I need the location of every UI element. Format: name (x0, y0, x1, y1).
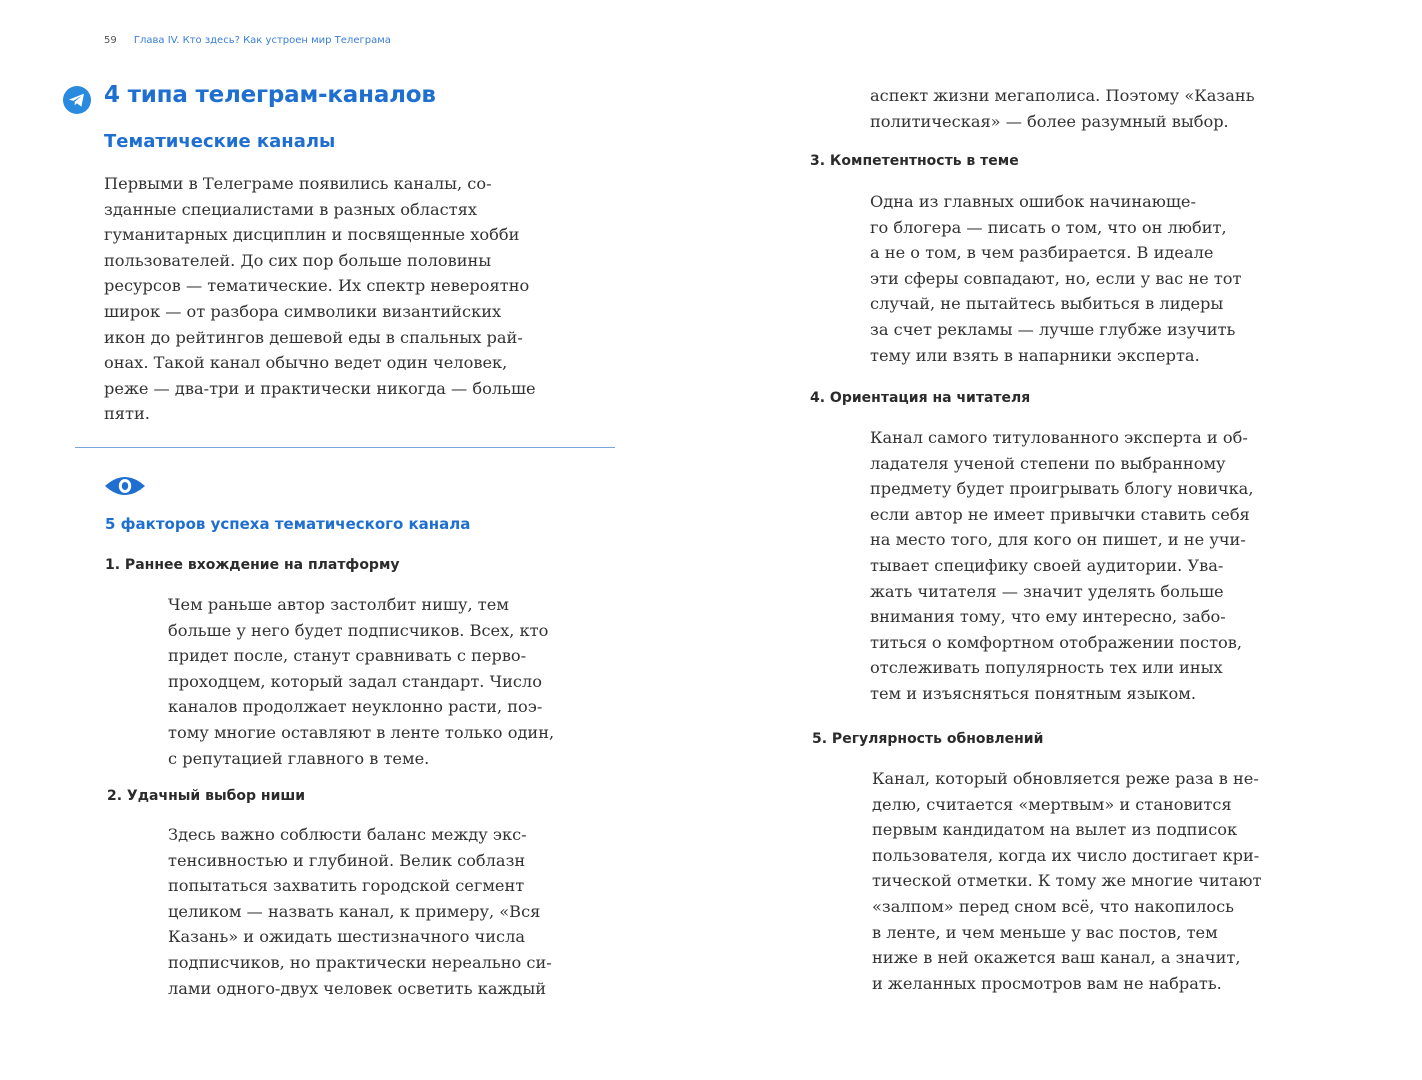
text-line: тему или взять в напарники эксперта. (870, 345, 1200, 365)
page-number: 59 (104, 35, 117, 46)
text-line: онах. Такой канал обычно ведет один человек, (104, 353, 508, 373)
text-line: попытаться захватить городской сегмент (168, 876, 525, 896)
text-line: больше у него будет подписчиков. Всех, кто (168, 620, 549, 640)
factor-heading: 3. Компетентность в теме (810, 153, 1019, 169)
text-line: Одна из главных ошибок начинающе- (870, 192, 1196, 211)
factor-heading: 5. Регулярность обновлений (812, 731, 1044, 747)
text-line: и желанных просмотров вам не набрать. (872, 973, 1222, 993)
text-line: ниже в ней окажется ваш канал, а значит, (872, 948, 1241, 968)
factor-paragraph (870, 189, 1242, 368)
text-line: Чем раньше автор застолбит нишу, тем (168, 595, 509, 614)
factor-heading: 2. Удачный выбор ниши (107, 788, 306, 804)
text-line: гуманитарных дисциплин и посвященные хобби (104, 225, 520, 245)
text-line: Здесь важно соблюсти баланс между экс- (168, 825, 527, 844)
text-line: первым кандидатом на вылет из подписок (872, 820, 1238, 840)
text-line: Канал, который обновляется реже раза в не- (872, 769, 1259, 788)
eye-icon (104, 475, 146, 497)
factor-paragraph (872, 766, 1261, 996)
text-line: лами одного-двух человек осветить каждый (168, 978, 547, 998)
text-line: тому многие оставляют в ленте только один, (168, 722, 555, 742)
factor-paragraph (870, 425, 1253, 707)
text-line: зданные специалистами в разных областях (104, 199, 478, 219)
text-line: предмету будет проигрывать блогу новичка, (870, 479, 1254, 499)
running-head (104, 35, 391, 46)
factor-heading: 4. Ориентация на читателя (810, 390, 1031, 406)
text-line: на место того, для кого он пишет, и не учи- (870, 530, 1246, 550)
text-line: случай, не пытайтесь выбиться в лидеры (870, 294, 1224, 314)
text-line: реже — два-три и практически никогда — больше (104, 378, 536, 398)
text-line: тической отметки. К тому же многие читают (872, 871, 1262, 891)
text-line: ресурсов — тематические. Их спектр невероятно (104, 276, 530, 296)
text-line: го блогера — писать о том, что он любит, (870, 217, 1227, 237)
text-line: эти сферы совпадают, но, если у вас не тот (870, 268, 1242, 288)
text-line: подписчиков, но практически нереально си- (168, 952, 552, 972)
text-line: если автор не имеет привычки ставить себя (870, 504, 1250, 524)
intro-paragraph (104, 171, 536, 427)
text-line: икон до рейтингов дешевой еды в спальных рай- (104, 327, 523, 347)
text-line: Канал самого титулованного эксперта и об- (870, 428, 1248, 447)
text-line: каналов продолжает неуклонно расти, поэ- (168, 697, 543, 717)
text-line: пользователя, когда их число достигает кри- (872, 845, 1260, 865)
text-line: а не о том, в чем разбирается. В идеале (870, 243, 1214, 263)
text-line: отслеживать популярность тех или иных (870, 658, 1223, 678)
text-line: пользователей. До сих пор больше половины (104, 250, 492, 270)
factors-title: 5 факторов успеха тематического канала (105, 515, 471, 533)
text-line: придет после, станут сравнивать с перво- (168, 646, 527, 666)
text-line: за счет рекламы — лучше глубже изучить (870, 319, 1236, 339)
text-line: с репутацией главного в теме. (168, 748, 430, 768)
text-line: «залпом» перед сном всё, что накопилось (872, 896, 1234, 916)
text-line: Первыми в Телеграме появились каналы, со- (104, 174, 492, 193)
text-line: внимания тому, что ему интересно, забо- (870, 607, 1226, 627)
text-line: пяти. (104, 404, 150, 424)
text-line: политическая» — более разумный выбор. (870, 111, 1229, 131)
text-line: широк — от разбора символики византийских (104, 301, 502, 321)
text-line: жать читателя — значит уделять больше (870, 581, 1224, 601)
telegram-icon (63, 86, 91, 114)
text-line: тывает специфику своей аудитории. Ува- (870, 555, 1224, 575)
text-line: Казань» и ожидать шестизначного числа (168, 927, 526, 947)
factor-paragraph-continuation (870, 83, 1255, 134)
text-line: в ленте, и чем меньше у вас постов, тем (872, 922, 1218, 942)
factor-heading: 1. Раннее вхождение на платформу (105, 557, 400, 573)
text-line: тем и изъясняться понятным языком. (870, 683, 1197, 703)
text-line: делю, считается «мертвым» и становится (872, 794, 1232, 814)
text-line: тенсивностью и глубиной. Велик соблазн (168, 850, 526, 870)
section-title: 4 типа телеграм-каналов (104, 82, 436, 108)
text-line: целиком — назвать канал, к примеру, «Вся (168, 901, 541, 921)
text-line: аспект жизни мегаполиса. Поэтому «Казань (870, 86, 1255, 105)
section-divider (75, 447, 615, 448)
text-line: ладателя ученой степени по выбранному (870, 453, 1226, 473)
factor-paragraph (168, 592, 554, 771)
text-line: проходцем, который задал стандарт. Число (168, 671, 542, 691)
section-subtitle: Тематические каналы (104, 131, 336, 152)
chapter-title: Глава IV. Кто здесь? Как устроен мир Телеграма (133, 35, 391, 46)
factor-paragraph (168, 822, 552, 1001)
text-line: титься о комфортном отображении постов, (870, 632, 1243, 652)
